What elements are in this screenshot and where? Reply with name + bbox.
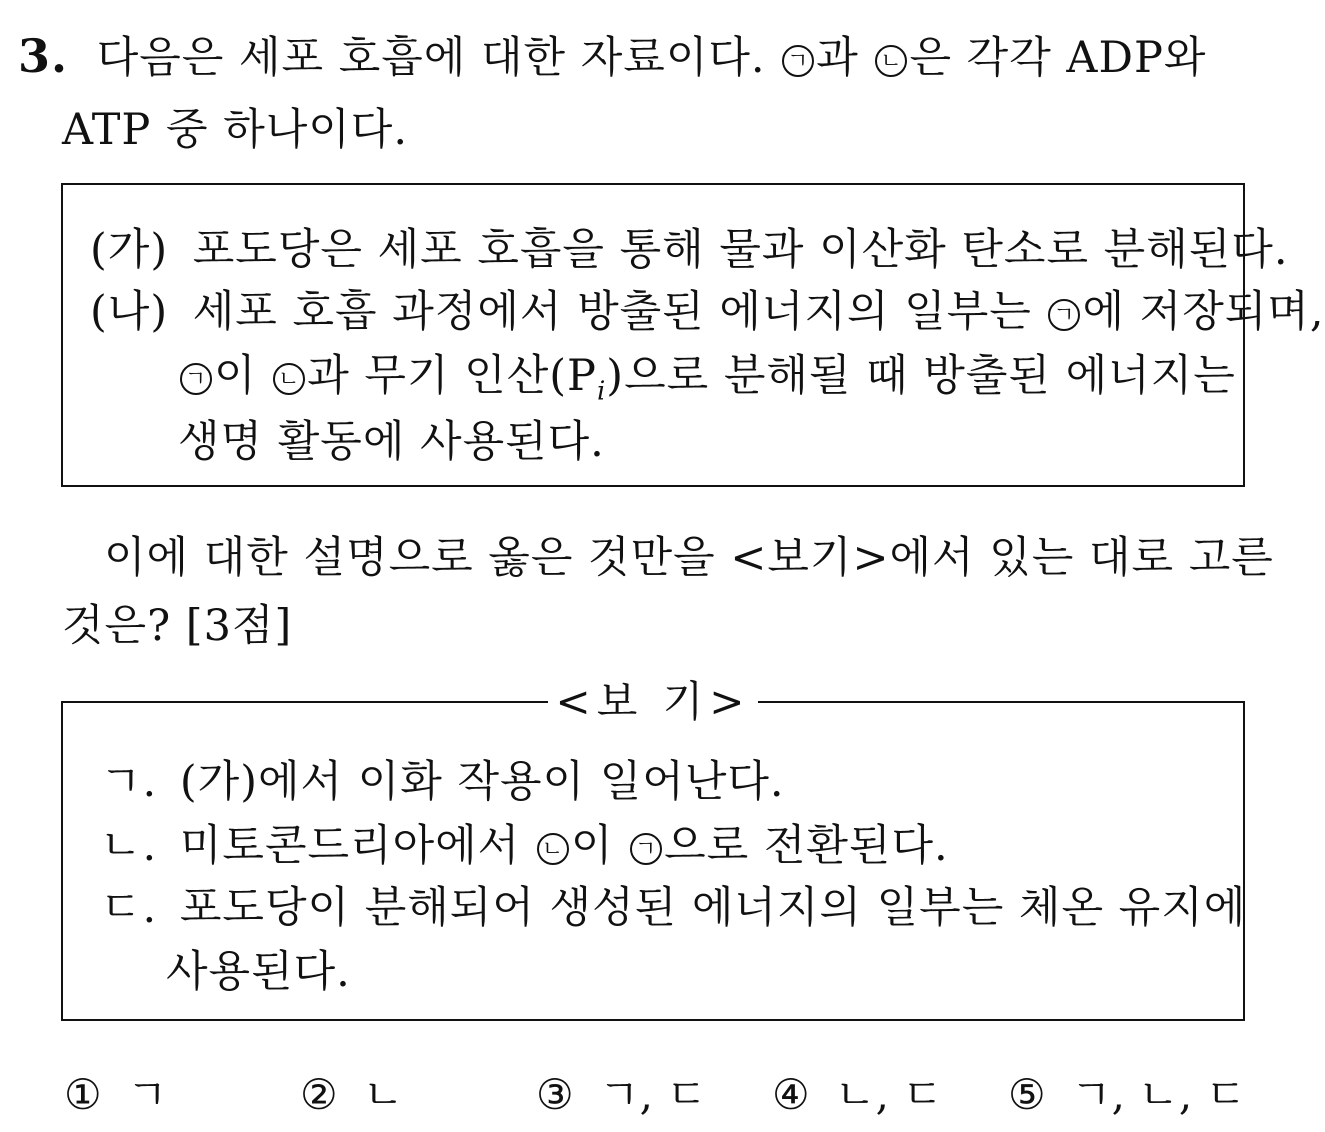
question-stem-line1: 3. 다음은 세포 호흡에 대한 자료이다. ㄱ 과 ㄴ 은 각각 ADP와 (18, 29, 1207, 83)
bogi-item-label: ㄷ. (100, 883, 158, 933)
choice-1[interactable]: ① ㄱ (64, 1070, 168, 1119)
question-stem-line2: ATP 중 하나이다. (62, 105, 409, 155)
bogi-item-3-cont: 사용된다. (166, 947, 351, 997)
data-na-line2: ㄱ 이 ㄴ 과 무기 인산$(P_i)$으로 분해될 때 방출된 에너지는 (178, 342, 1236, 407)
bogi-item-3: ㄷ. 포도당이 분해되어 생성된 에너지의 일부는 체온 유지에 (100, 883, 1247, 933)
subscript-i: i (596, 376, 607, 407)
circle-nieun-marker: ㄴ (537, 833, 569, 865)
bogi-item-label: ㄴ. (100, 821, 158, 871)
choice-5[interactable]: ⑤ ㄱ, ㄴ, ㄷ (1008, 1070, 1247, 1119)
data-ga-line: (가) 포도당은 세포 호흡을 통해 물과 이산화 탄소로 분해된다. (90, 225, 1289, 275)
data-na-line3: 생명 활동에 사용된다. (178, 417, 605, 467)
bogi-item-label: ㄱ. (100, 757, 158, 807)
na-label: (나) (90, 287, 169, 337)
bogi-item-1: ㄱ. (가)에서 이화 작용이 일어난다. (100, 757, 785, 807)
circle-giyeok-marker: ㄱ (630, 833, 662, 865)
circle-giyeok-marker: ㄱ (180, 363, 212, 395)
question-number: 3. (18, 29, 69, 83)
data-na-line1: (나) 세포 호흡 과정에서 방출된 에너지의 일부는 ㄱ 에 저장되며, (90, 287, 1325, 337)
circle-nieun-marker: ㄴ (273, 363, 305, 395)
circle-giyeok-marker: ㄱ (1048, 299, 1080, 331)
choice-3[interactable]: ③ ㄱ, ㄷ (536, 1070, 707, 1119)
prompt-line2: 것은? [3점] (62, 601, 293, 651)
ga-label: (가) (90, 225, 169, 275)
bogi-item-2: ㄴ. 미토콘드리아에서 ㄴ 이 ㄱ 으로 전환된다. (100, 821, 949, 871)
prompt-line1: 이에 대한 설명으로 옳은 것만을 <보기>에서 있는 대로 고른 (104, 533, 1274, 583)
choice-2[interactable]: ② ㄴ (300, 1070, 404, 1119)
bogi-title: <보 기> (548, 677, 758, 727)
circle-nieun-marker: ㄴ (875, 45, 907, 77)
circle-giyeok-marker: ㄱ (782, 45, 814, 77)
choice-4[interactable]: ④ ㄴ, ㄷ (772, 1070, 943, 1119)
